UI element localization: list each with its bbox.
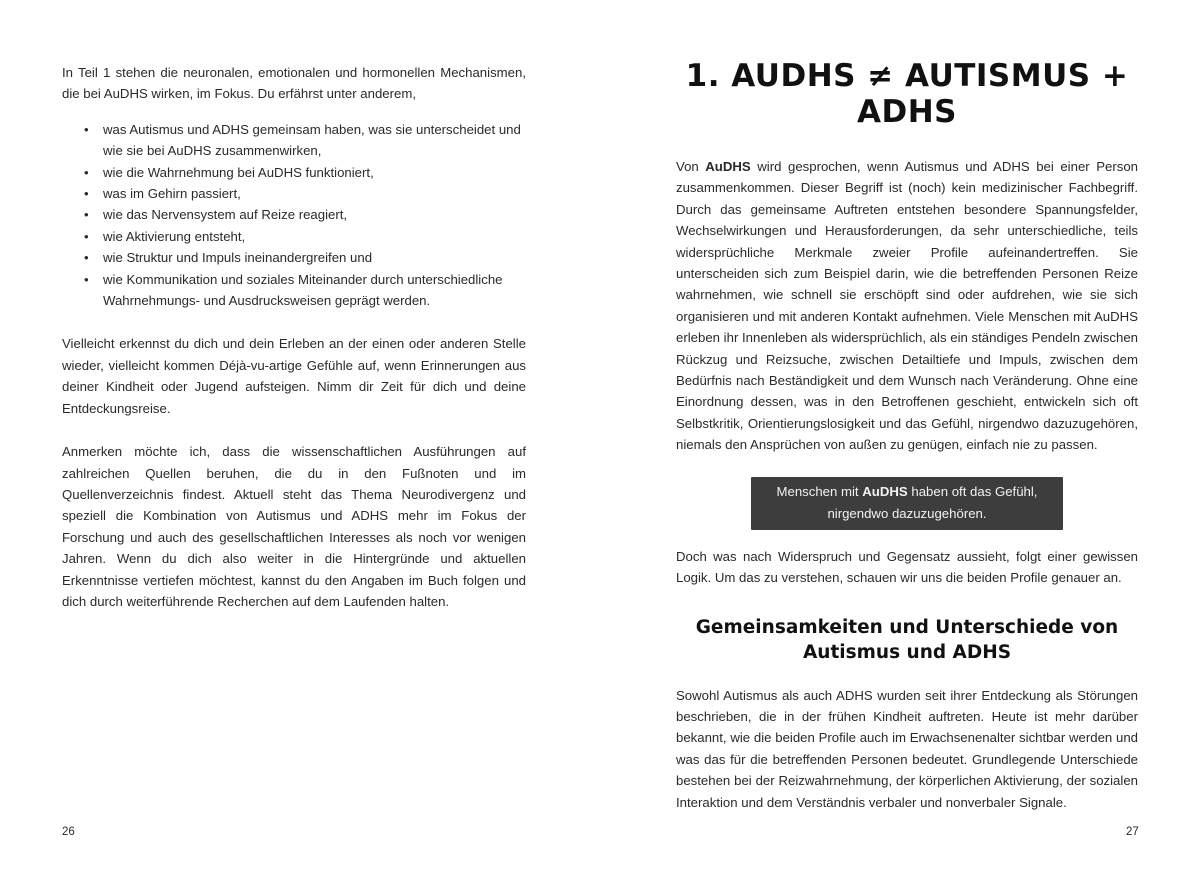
section-title: Gemeinsamkeiten und Unterschiede von Autismus und ADHS <box>695 616 1119 663</box>
reflection-paragraph: Vielleicht erkennst du dich und dein Erleben an der einen oder anderen Stelle wieder, vielleicht kommen Déjà-vu-artige Gefühle auf, wenn Erinnerungen aus deiner Kindheit oder Jugend aufsteigen. Nimm dir Zeit für dich und deine Entdeckungsreise. <box>62 336 526 416</box>
bullet-icon: • <box>84 121 89 137</box>
bullet-icon: • <box>84 207 89 223</box>
bullet-icon: • <box>84 271 89 287</box>
page-number-left: 26 <box>62 826 75 838</box>
chapter-title: 1. AUDHS ≠ AUTISMUS + ADHS <box>685 58 1129 130</box>
bullet-icon: • <box>84 186 89 202</box>
topic-list <box>62 119 526 312</box>
audhs-term: AuDHS <box>705 159 751 174</box>
intro-paragraph: In Teil 1 stehen die neuronalen, emotionalen und hormonellen Mechanismen, die bei AuDHS wirken, im Fokus. Du erfährst unter anderem, <box>62 65 526 102</box>
bullet-icon: • <box>84 250 89 266</box>
bullet-icon: • <box>84 228 89 244</box>
list-item: • was Autismus und ADHS gemeinsam haben, was sie unterscheidet und wie sie bei AuDHS zusammenwirken, <box>62 119 526 162</box>
bullet-icon: • <box>84 164 89 180</box>
definition-paragraph: Von AuDHS wird gesprochen, wenn Autismus und ADHS bei einer Person zusammenkommen. Dieser Begriff ist (noch) kein medizinischer Fachbegriff. Durch das gemeinsame Auftreten entstehen besondere Spannungsfelder, Wechselwirkungen und Herausforderungen, da sehr unterschiedliche, teils widersprüchliche Merkmale zweier Profile aufeinandertreffen. Sie unterscheiden sich zum Beispiel darin, wie die betreffenden Personen Reize wahrnehmen, wie schnell sie erschöpft sind oder aufdrehen, wie sie sich organisieren und mit anderen Kontakt aufnehmen. Viele Menschen mit AuDHS erleben ihr Innenleben als widersprüchlich, als ein ständiges Pendeln zwischen Rückzug und Reizsuche, zwischen Detailtiefe und Impuls, zwischen dem Bedürfnis nach Beständigkeit und dem Wunsch nach Veränderung. Ohne eine Einordnung dessen, was in den Betroffenen geschieht, entwickeln sich oft Selbstkritik, Orientierungslosigkeit und das Gefühl, nirgendwo dazuzugehören, niemals den Ansprüchen von außen zu genügen, einfach nie zu passen. <box>676 159 1138 453</box>
list-item: • wie Kommunikation und soziales Miteinander durch unterschiedliche Wahrnehmungs- und Ausdrucksweisen geprägt werden. <box>62 269 526 312</box>
sources-paragraph: Anmerken möchte ich, dass die wissenschaftlichen Ausführungen auf zahlreichen Quellen beruhen, die du in den Fußnoten und im Quellenverzeichnis findest. Aktuell steht das Thema Neurodivergenz und speziell die Kombination von Autismus und ADHS mehr im Fokus der Forschung und auch des gesellschaftlichen Interesses als noch vor wenigen Jahren. Wenn du dich also weiter in die Hintergründe und aktuellen Erkenntnisse vertiefen möchtest, kannst du den Angaben im Buch folgen und dich durch weiterführende Recherchen auf dem Laufenden halten. <box>62 444 526 609</box>
page-number-right: 27 <box>1126 826 1139 838</box>
list-item: • wie Struktur und Impuls ineinandergreifen und <box>62 247 526 268</box>
list-item: • wie das Nervensystem auf Reize reagiert, <box>62 204 526 225</box>
differences-paragraph: Sowohl Autismus als auch ADHS wurden seit ihrer Entdeckung als Störungen beschrieben, die in der frühen Kindheit auftreten. Heute ist mehr darüber bekannt, wie die beiden Profile auch im Erwachsenenalter sichtbar werden und was das für die betreffenden Personen bedeutet. Grundlegende Unterschiede bestehen bei der Reizwahrnehmung, der körperlichen Aktivierung, der sozialen Interaktion und dem Verständnis verbaler und nonverbaler Signale. <box>676 687 1138 810</box>
list-item: • wie die Wahrnehmung bei AuDHS funktioniert, <box>62 162 526 183</box>
highlight-callout: Menschen mit AuDHS haben oft das Gefühl, nirgendwo dazuzugehören. <box>751 477 1063 530</box>
list-item: • wie Aktivierung entsteht, <box>62 226 526 247</box>
logic-paragraph: Doch was nach Widerspruch und Gegensatz aussieht, folgt einer gewissen Logik. Um das zu verstehen, schauen wir uns die beiden Profile genauer an. <box>676 548 1138 586</box>
list-item: • was im Gehirn passiert, <box>62 183 526 204</box>
right-page <box>600 0 1200 869</box>
